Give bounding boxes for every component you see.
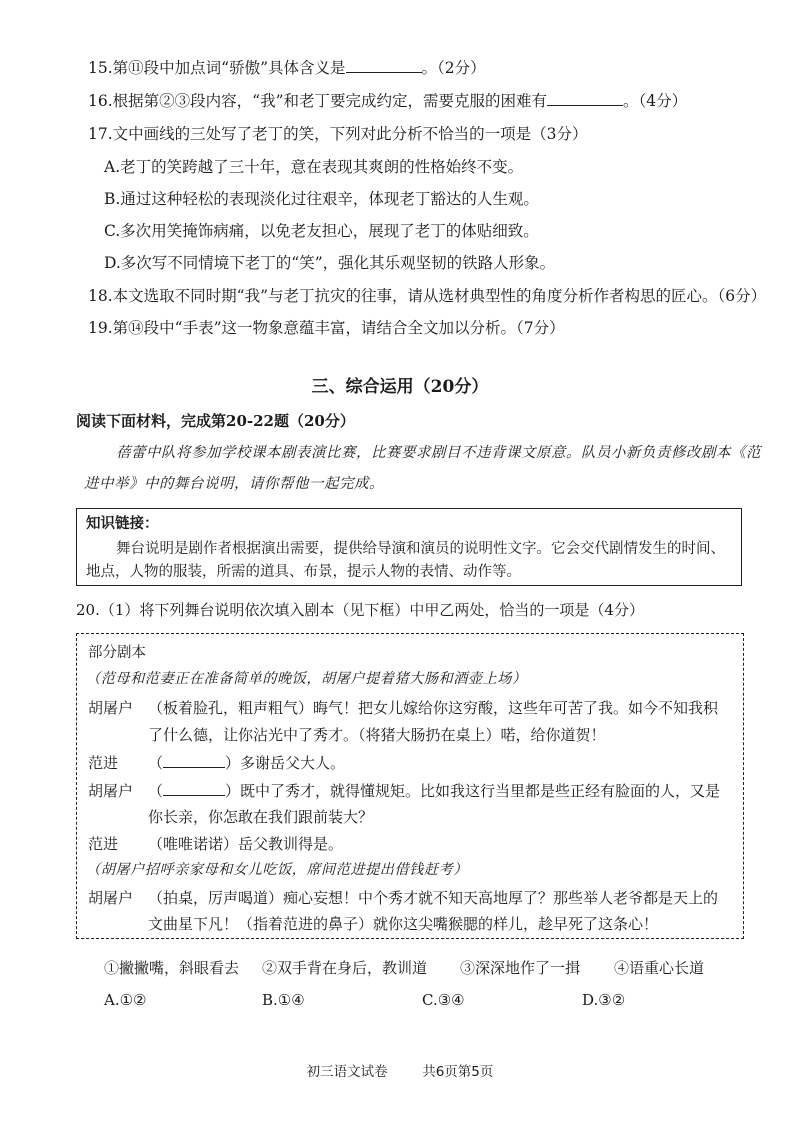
- speaker-hu: 胡屠户: [88, 782, 134, 800]
- footer-exam-name: 初三语文试卷: [306, 1064, 388, 1080]
- script-line: （唯唯诺诺）岳父教训得是。: [148, 835, 344, 853]
- choice-1: ①撇撇嘴，斜眼看去: [104, 959, 240, 977]
- knowledge-title: 知识链接：: [86, 515, 159, 532]
- option-c: C.③④: [422, 991, 465, 1009]
- script-line: （板着脸孔，粗声粗气）晦气！把女儿嫁给你这穷酸，这些年可苦了我。如今不知我积: [148, 699, 719, 717]
- script-heading: 部分剧本: [88, 645, 146, 661]
- script-line: [148, 780, 720, 801]
- script-line-text: ）多谢岳父大人。: [225, 754, 346, 772]
- option-a: A.①②: [104, 991, 147, 1009]
- intro-line-1: 蓓蕾中队将参加学校课本剧表演比赛，比赛要求剧目不违背课文原意。队员小新负责修改剧本《范: [116, 445, 761, 461]
- script-line: 文曲星下凡！（指着范进的鼻子）就你这尖嘴猴腮的样儿，趁早死了这条心！: [148, 915, 659, 933]
- question-17: 17.文中画线的三处写了老丁的笑，下列对此分析不恰当的一项是（3分）: [88, 125, 588, 143]
- option-a: A.老丁的笑跨越了三十年，意在表现其爽朗的性格始终不变。: [104, 158, 524, 176]
- option-c: C.多次用笑掩饰病痛，以免老友担心，展现了老丁的体贴细致。: [104, 222, 539, 240]
- script-line: 你长亲，你怎敢在我们跟前装大？: [148, 808, 374, 826]
- knowledge-line-2: 地点，人物的服装，所需的道具、布景，提示人物的表情、动作等。: [86, 564, 521, 580]
- paren-open: （: [148, 754, 164, 772]
- question-16: [88, 91, 687, 111]
- question-15: [88, 58, 486, 78]
- paren-open: （: [148, 782, 164, 800]
- instruction: 阅读下面材料，完成第20-22题（20分）: [76, 412, 355, 430]
- answer-blank: [346, 58, 422, 73]
- question-15-text: 15.第⑪段中加点词“骄傲”具体含义是: [88, 59, 346, 77]
- stage-direction-1: （范母和范妻正在准备简单的晚饭，胡屠户提着猪大肠和酒壶上场）: [86, 671, 527, 687]
- option-b: B.①④: [262, 991, 305, 1009]
- option-d: D.③②: [582, 991, 626, 1009]
- script-line: （拍桌，厉声喝道）痴心妄想！中个秀才就不知天高地厚了？那些举人老爷都是天上的: [148, 889, 719, 907]
- choice-3: ③深深地作了一揖: [460, 959, 581, 977]
- speaker-hu: 胡屠户: [88, 699, 134, 717]
- question-20: 20.（1）将下列舞台说明依次填入剧本（见下框）中甲乙两处，恰当的一项是（4分）: [76, 601, 644, 619]
- speaker-fan: 范进: [88, 754, 119, 772]
- speaker-fan: 范进: [88, 835, 119, 853]
- question-16-text: 16.根据第②③段内容，“我”和老丁要完成约定，需要克服的困难有: [88, 92, 548, 110]
- choice-4: ④语重心长道: [614, 959, 705, 977]
- knowledge-line-1: 舞台说明是剧作者根据演出需要，提供给导演和演员的说明性文字。它会交代剧情发生的时间、: [116, 541, 725, 557]
- script-line: 了什么德，让你沾光中了秀才。（将猪大肠扔在桌上）喏，给你道贺！: [148, 726, 606, 744]
- question-15-score: 。（2分）: [421, 59, 486, 77]
- blank-jia: [163, 753, 225, 768]
- option-b: B.通过这种轻松的表现淡化过往艰辛，体现老丁豁达的人生观。: [104, 190, 539, 208]
- answer-blank: [547, 91, 623, 106]
- question-19: 19.第⑭段中“手表”这一物象意蕴丰富，请结合全文加以分析。（7分）: [88, 319, 565, 337]
- question-16-score: 。（4分）: [623, 92, 688, 110]
- footer-page-number: 共6页第5页: [422, 1064, 494, 1080]
- page-footer: [0, 1060, 800, 1080]
- stage-direction-2: （胡屠户招呼亲家母和女儿吃饭，席间范进提出借钱赶考）: [86, 862, 468, 878]
- question-18: 18.本文选取不同时期“我”与老丁抗灾的往事，请从选材典型性的角度分析作者构思的匠心。（6分）: [88, 287, 767, 305]
- script-line: [148, 752, 345, 773]
- intro-line-2: 进中举》中的舞台说明，请你帮他一起完成。: [84, 476, 384, 492]
- speaker-hu: 胡屠户: [88, 889, 134, 907]
- choice-2: ②双手背在身后，教训道: [262, 959, 428, 977]
- section-title: 三、综合运用（20分）: [311, 377, 489, 397]
- blank-yi: [163, 781, 225, 796]
- option-d: D.多次写不同情境下老丁的“笑”，强化其乐观坚韧的铁路人形象。: [104, 254, 556, 272]
- script-line-text: ）既中了秀才，就得懂规矩。比如我这行当里都是些正经有脸面的人，又是: [225, 782, 721, 800]
